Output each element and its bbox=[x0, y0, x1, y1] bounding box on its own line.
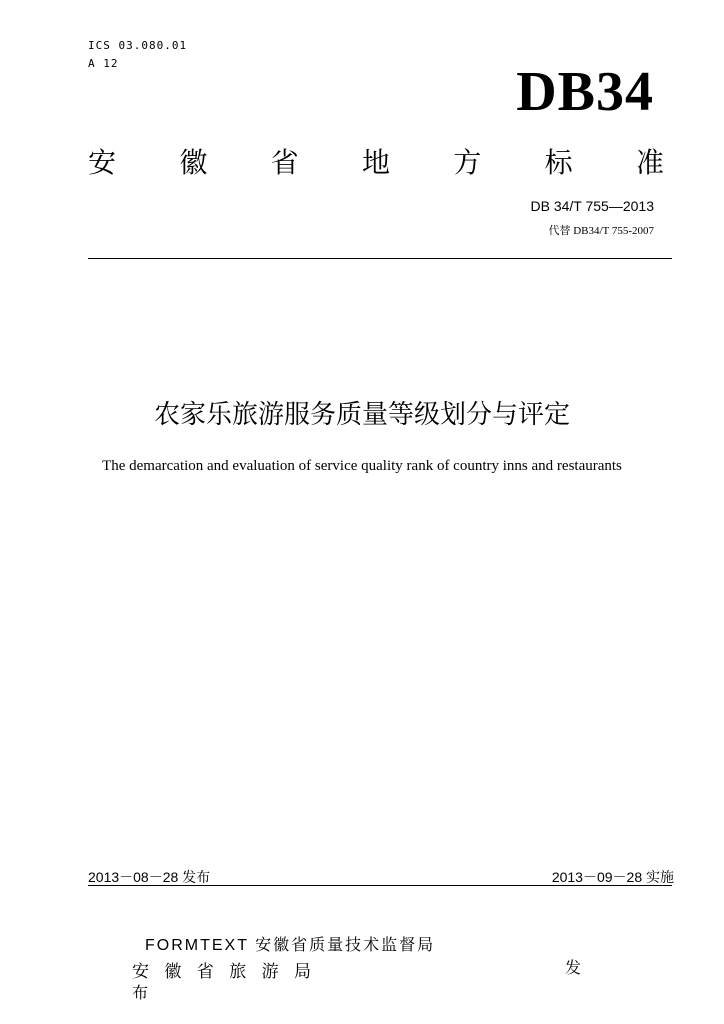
replaces-standard: 代替 DB34/T 755-2007 bbox=[548, 225, 654, 237]
header-divider bbox=[88, 258, 672, 259]
document-title-chinese: 农家乐旅游服务质量等级划分与评定 bbox=[153, 400, 570, 430]
standard-title-char: 地 bbox=[361, 146, 390, 179]
standard-title-char: 徽 bbox=[179, 146, 208, 179]
issue-date: 2013－08－28 发布 bbox=[88, 869, 211, 885]
issuer-line-1: FORMTEXT 安徽省质量技术监督局 bbox=[145, 937, 436, 954]
standard-number: DB 34/T 755—2013 bbox=[530, 198, 654, 214]
classification-code: A 12 bbox=[88, 57, 119, 70]
issue-label-char: 发 bbox=[565, 958, 582, 977]
footer-divider bbox=[88, 885, 672, 886]
issue-label-char: 布 bbox=[132, 983, 149, 1002]
standard-title-char: 方 bbox=[453, 146, 482, 179]
ics-code: ICS 03.080.01 bbox=[88, 39, 188, 52]
standard-title-char: 安 bbox=[88, 146, 117, 179]
standard-title-char: 准 bbox=[635, 146, 664, 179]
standard-code: DB34 bbox=[516, 61, 654, 123]
issuer-line-2: 安 徽 省 旅 游 局 bbox=[132, 962, 312, 982]
standard-title bbox=[88, 141, 664, 181]
standard-title-char: 标 bbox=[544, 146, 573, 179]
implementation-date: 2013－09－28 实施 bbox=[551, 869, 674, 885]
document-title-english: The demarcation and evaluation of service quality rank of country inns and restaurants bbox=[102, 458, 622, 474]
standard-title-char: 省 bbox=[270, 146, 299, 179]
